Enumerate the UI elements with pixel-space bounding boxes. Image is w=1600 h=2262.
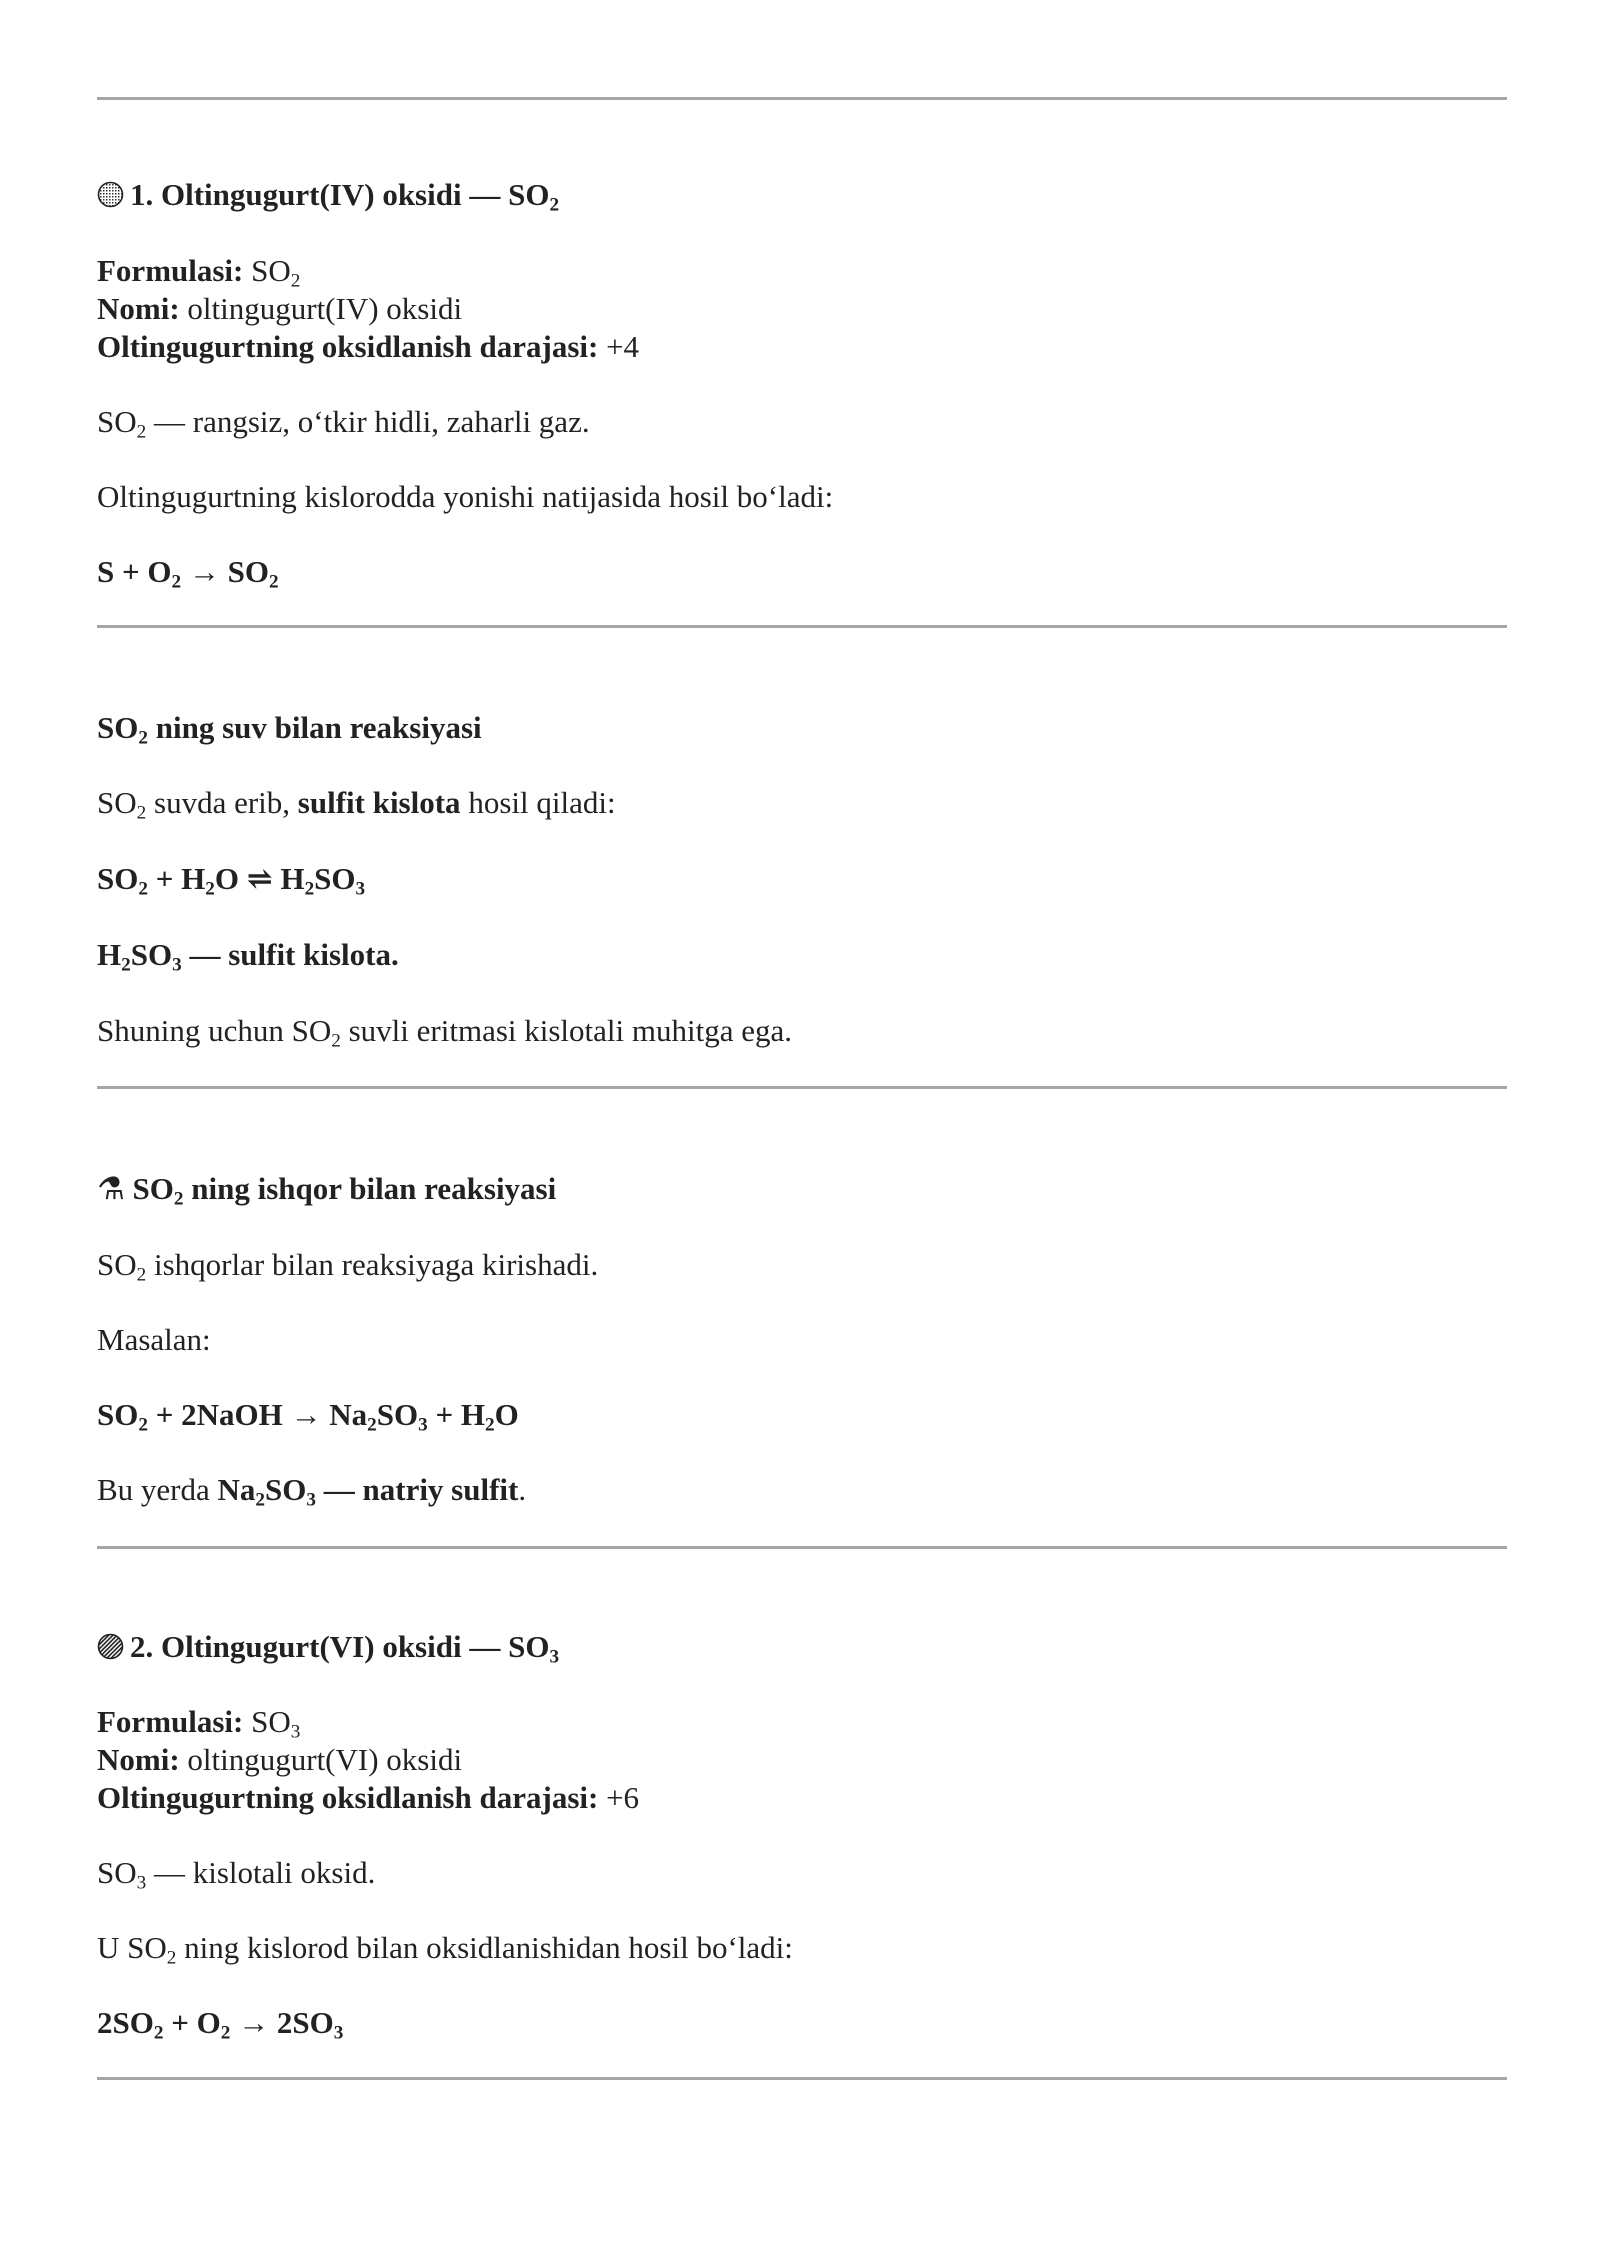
- text: → 2SO: [230, 2005, 334, 2040]
- text: O ⇌ H: [214, 861, 305, 896]
- subscript: 2: [136, 421, 147, 443]
- subscript: 3: [290, 1721, 301, 1743]
- text: 2SO: [97, 2005, 154, 2040]
- section2-text1: [97, 784, 616, 822]
- subscript: 2: [485, 1414, 495, 1436]
- text: Masalan:: [97, 1322, 211, 1357]
- subscript: 2: [138, 1414, 148, 1436]
- text: suvli eritmasi kislotali muhitga ega.: [340, 1013, 793, 1048]
- formula-value: SO: [243, 1704, 291, 1739]
- text: SO: [97, 1855, 137, 1890]
- subscript: 3: [172, 954, 182, 976]
- text: S + O: [97, 554, 172, 589]
- subscript: 2: [138, 727, 148, 749]
- section2-heading: [97, 709, 482, 747]
- subscript: 2: [331, 1030, 341, 1052]
- medium-shade-circle-icon: [97, 1631, 124, 1658]
- text: — kislotali oksid.: [146, 1855, 376, 1890]
- section1-equation: [97, 553, 279, 591]
- subscript: 2: [220, 2022, 231, 2044]
- text: + O: [163, 2005, 221, 2040]
- text: ishqorlar bilan reaksiyaga kirishadi.: [146, 1247, 599, 1282]
- bold-text: Na: [217, 1472, 256, 1507]
- section4-formula-line: [97, 1703, 300, 1741]
- text: + H: [147, 861, 206, 896]
- section1-heading: [97, 176, 559, 214]
- subscript: 2: [138, 878, 148, 900]
- text: SO: [314, 861, 356, 896]
- text: — rangsiz, o‘tkir hidli, zaharli gaz.: [146, 404, 590, 439]
- oxidation-label: Oltingugurtning oksidlanish darajasi:: [97, 329, 599, 364]
- text: hosil qiladi:: [460, 785, 616, 820]
- section3-equation: [97, 1396, 519, 1434]
- section4-description: [97, 1854, 375, 1892]
- text: SO: [130, 937, 173, 972]
- oxidation-value: +6: [598, 1780, 640, 1815]
- subscript: 2: [166, 1947, 177, 1969]
- subscript: 2: [290, 270, 301, 292]
- name-value: oltingugurt(IV) oksidi: [179, 291, 463, 326]
- formula-value: SO: [243, 253, 291, 288]
- name-label: Nomi:: [97, 291, 180, 326]
- text: O: [494, 1397, 519, 1432]
- divider: [97, 1546, 1507, 1549]
- subscript: 2: [255, 1489, 266, 1511]
- alembic-icon: ⚗: [97, 1171, 125, 1207]
- text: SO: [376, 1397, 419, 1432]
- oxidation-label: Oltingugurtning oksidlanish darajasi:: [97, 1780, 599, 1815]
- section3-text1: [97, 1246, 598, 1284]
- divider: [97, 97, 1507, 100]
- text: SO: [132, 1171, 174, 1206]
- subscript: 2: [153, 2022, 164, 2044]
- text: + 2NaOH → Na: [147, 1397, 368, 1432]
- subscript: 3: [333, 2022, 344, 2044]
- bold-text: sulfit kislota: [297, 785, 461, 820]
- section3-heading: [97, 1170, 556, 1208]
- light-shade-circle-icon: [97, 179, 124, 206]
- text: SO: [97, 861, 139, 896]
- section4-name-line: [97, 1741, 462, 1779]
- text: U SO: [97, 1930, 167, 1965]
- section2-acid-line: [97, 936, 399, 974]
- text: ning ishqor bilan reaksiyasi: [183, 1171, 557, 1206]
- section4-equation: [97, 2004, 343, 2042]
- text: Bu yerda: [97, 1472, 218, 1507]
- subscript: 2: [549, 194, 560, 216]
- text: SO: [97, 404, 137, 439]
- section1-title: 1. Oltingugurt(IV) oksidi — SO: [130, 177, 550, 212]
- name-value: oltingugurt(VI) oksidi: [179, 1742, 463, 1777]
- subscript: 3: [549, 1646, 560, 1668]
- subscript: 2: [173, 1188, 184, 1210]
- text: Oltingugurtning kislorodda yonishi natijasida hosil bo‘ladi:: [97, 479, 834, 514]
- subscript: 2: [136, 1264, 147, 1286]
- subscript: 2: [171, 571, 182, 593]
- section1-formula-line: [97, 252, 300, 290]
- section4-heading: [97, 1628, 559, 1666]
- section4-oxidation-line: [97, 1779, 639, 1817]
- text: SO: [97, 1247, 137, 1282]
- section2-equation: [97, 860, 365, 898]
- text: SO: [97, 710, 139, 745]
- subscript: 3: [136, 1872, 147, 1894]
- text: ning suv bilan reaksiyasi: [147, 710, 482, 745]
- divider: [97, 2077, 1507, 2080]
- text: SO: [97, 1397, 139, 1432]
- text: — sulfit kislota.: [181, 937, 399, 972]
- section1-oxidation-line: [97, 328, 639, 366]
- text: suvda erib,: [146, 785, 298, 820]
- subscript: 2: [205, 878, 215, 900]
- subscript: 3: [418, 1414, 428, 1436]
- text: + H: [427, 1397, 485, 1432]
- text: → SO: [181, 554, 269, 589]
- bold-text: — natriy sulfit: [316, 1472, 519, 1507]
- name-label: Nomi:: [97, 1742, 180, 1777]
- divider: [97, 1086, 1507, 1089]
- section3-example-label: [97, 1321, 211, 1359]
- subscript: 2: [269, 571, 279, 593]
- section3-text2: [97, 1471, 526, 1509]
- subscript: 2: [304, 878, 315, 900]
- bold-text: SO: [265, 1472, 307, 1507]
- subscript: 2: [367, 1414, 377, 1436]
- text: SO: [97, 785, 137, 820]
- section4-formation-text: [97, 1929, 793, 1967]
- section1-name-line: [97, 290, 462, 328]
- subscript: 3: [306, 1489, 316, 1511]
- section1-formation-text: [97, 478, 833, 516]
- text: ning kislorod bilan oksidlanishidan hosil bo‘ladi:: [176, 1930, 793, 1965]
- section2-text2: [97, 1012, 792, 1050]
- section4-title: 2. Oltingugurt(VI) oksidi — SO: [130, 1629, 550, 1664]
- text: Shuning uchun SO: [97, 1013, 332, 1048]
- text: .: [518, 1472, 527, 1507]
- section1-description: [97, 403, 590, 441]
- divider: [97, 625, 1507, 628]
- formula-label: Formulasi:: [97, 1704, 244, 1739]
- subscript: 2: [121, 954, 131, 976]
- subscript: 2: [136, 802, 147, 824]
- oxidation-value: +4: [598, 329, 640, 364]
- formula-label: Formulasi:: [97, 253, 244, 288]
- subscript: 3: [355, 878, 366, 900]
- text: H: [97, 937, 122, 972]
